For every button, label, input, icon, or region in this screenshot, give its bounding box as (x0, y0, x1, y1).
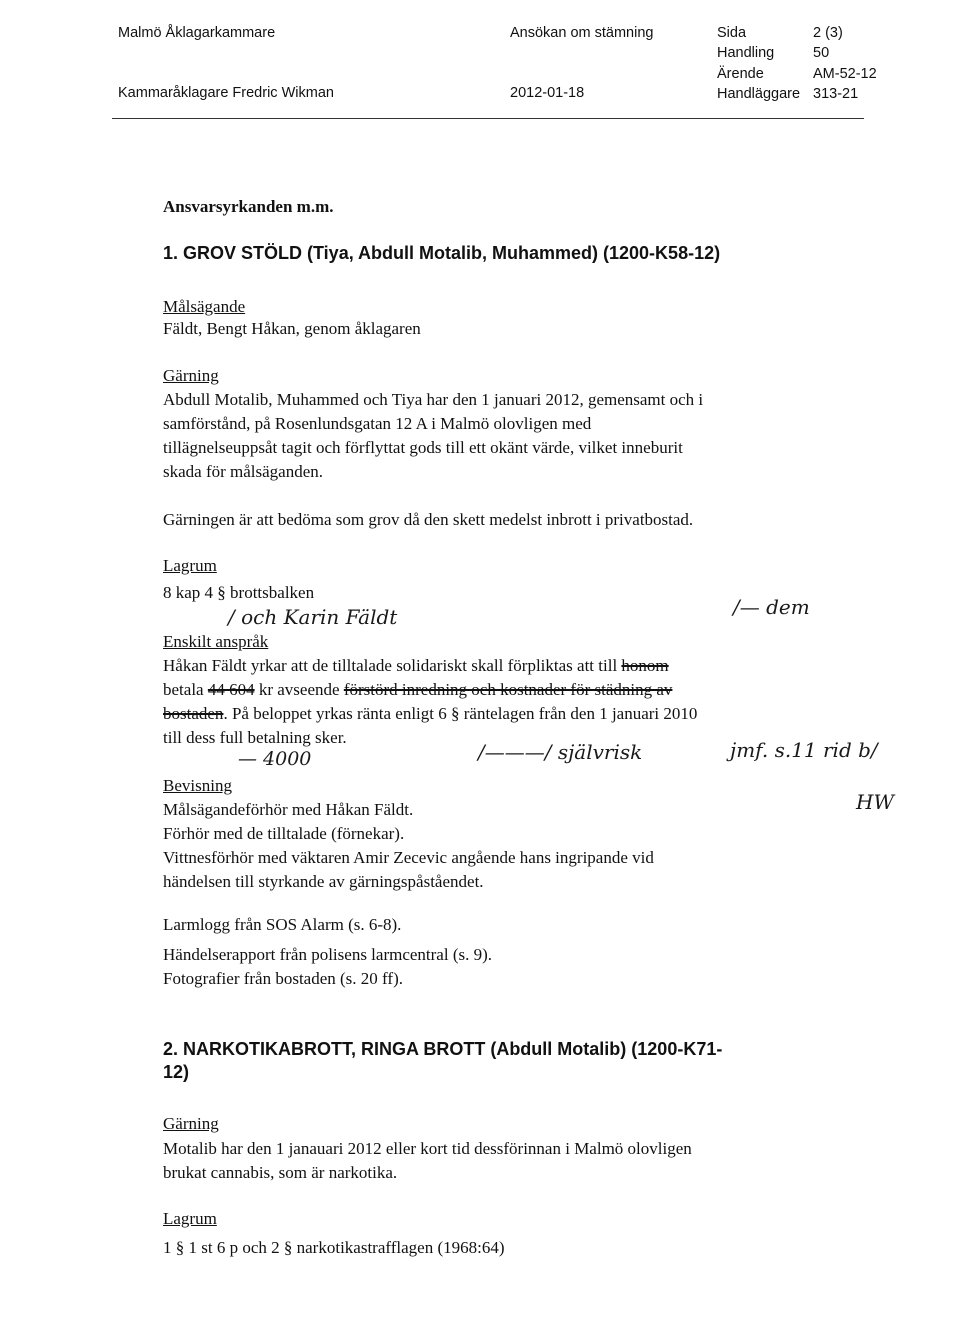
count1-bevisning-line: händelsen till styrkande av gärningspåståendet. (163, 872, 484, 891)
header-date: 2012-01-18 (510, 85, 585, 101)
count2-garning-line: brukat cannabis, som är narkotika. (163, 1163, 398, 1182)
claim-struck-text: bostaden (163, 704, 224, 723)
count1-garning-line: samförstånd, på Rosenlundsgatan 12 A i Malmö olovligen med (163, 414, 592, 433)
header-arende-label: Ärende (717, 66, 764, 82)
claim-text: . På beloppet yrkas ränta enligt 6 § räntelagen från den 1 januari 2010 (223, 704, 698, 723)
count1-doc-line: Händelserapport från polisens larmcentral (s. 9). (163, 945, 493, 964)
count1-bevisning-line: Vittnesförhör med väktaren Amir Zecevic angående hans ingripande vid (163, 848, 654, 867)
count1-garning-label: Gärning (163, 366, 219, 385)
count1-claim-line4: till dess full betalning sker. (163, 728, 347, 747)
count1-bevisning-label: Bevisning (163, 776, 232, 795)
handwritten-och-karin: / och Karin Fäldt (228, 605, 398, 629)
claim-text: Håkan Fäldt yrkar att de tilltalade solidariskt skall förpliktas att till (163, 656, 622, 675)
claim-struck-text: honom (621, 656, 669, 675)
header-sida-label: Sida (717, 25, 747, 41)
count2-lagrum-label: Lagrum (163, 1209, 217, 1228)
count2-garning-label: Gärning (163, 1114, 219, 1133)
count1-claim-line2 (163, 679, 672, 702)
header-handlaggare-value: 313-21 (813, 86, 859, 102)
count2-heading-line1: 2. NARKOTIKABROTT, RINGA BROTT (Abdull Motalib) (1200-K71- (163, 1039, 723, 1059)
count1-lagrum-text: 8 kap 4 § brottsbalken (163, 583, 315, 602)
section-title: Ansvarsyrkanden m.m. (163, 197, 334, 216)
count1-doc-line: Larmlogg från SOS Alarm (s. 6-8). (163, 915, 402, 934)
count1-heading: 1. GROV STÖLD (Tiya, Abdull Motalib, Muhammed) (1200-K58-12) (163, 243, 721, 263)
header-handlaggare-label: Handläggare (717, 86, 801, 102)
count2-lagrum-text: 1 § 1 st 6 p och 2 § narkotikastrafflagen (1968:64) (163, 1238, 505, 1257)
header-handling-label: Handling (717, 45, 775, 61)
handwritten-initials: HW (856, 790, 894, 814)
count1-malsagande-label: Målsägande (163, 297, 246, 316)
header-office: Malmö Åklagarkammare (118, 25, 276, 41)
header-handling-value: 50 (813, 45, 830, 61)
header-sida-value: 2 (3) (813, 25, 843, 41)
claim-text: kr avseende (254, 680, 344, 699)
header-doc-type: Ansökan om stämning (510, 25, 654, 41)
count1-garning-line: tillägnelseuppsåt tagit och förflyttat gods till ett okänt värde, vilket inneburit (163, 438, 683, 457)
handwritten-sjalvrisk: /———/ självrisk (478, 740, 643, 764)
claim-struck-text: förstörd inredning och kostnader för städning av (343, 680, 673, 699)
count1-lagrum-label: Lagrum (163, 556, 217, 575)
header-prosecutor: Kammaråklagare Fredric Wikman (118, 85, 334, 101)
handwritten-amount: — 4000 (238, 748, 312, 770)
count1-doc-line: Fotografier från bostaden (s. 20 ff). (163, 969, 403, 988)
count1-garning-line: Abdull Motalib, Muhammed och Tiya har den 1 januari 2012, gemensamt och i (163, 390, 704, 409)
claim-text: betala (163, 680, 208, 699)
count1-bevisning-line: Målsägandeförhör med Håkan Fäldt. (163, 800, 414, 819)
claim-struck-amount: 44 604 (207, 680, 255, 699)
count1-bevisning-line: Förhör med de tilltalade (förnekar). (163, 824, 405, 843)
count1-claim-line3 (163, 703, 697, 726)
handwritten-javfor: jmf. s.11 rid b/ (730, 738, 878, 762)
header-rule (112, 118, 864, 119)
count1-malsagande-text: Fäldt, Bengt Håkan, genom åklagaren (163, 319, 421, 338)
header-arende-value: AM-52-12 (813, 66, 877, 82)
count1-garning-line: skada för målsäganden. (163, 462, 324, 481)
count2-heading-line2: 12) (163, 1062, 190, 1082)
handwritten-dem: /— dem (733, 595, 810, 619)
count1-enskilt-label: Enskilt anspråk (163, 632, 269, 651)
count1-grov-text: Gärningen är att bedöma som grov då den skett medelst inbrott i privatbostad. (163, 510, 694, 529)
count1-claim-line1 (163, 655, 669, 678)
count2-garning-line: Motalib har den 1 janauari 2012 eller kort tid dessförinnan i Malmö olovligen (163, 1139, 692, 1158)
